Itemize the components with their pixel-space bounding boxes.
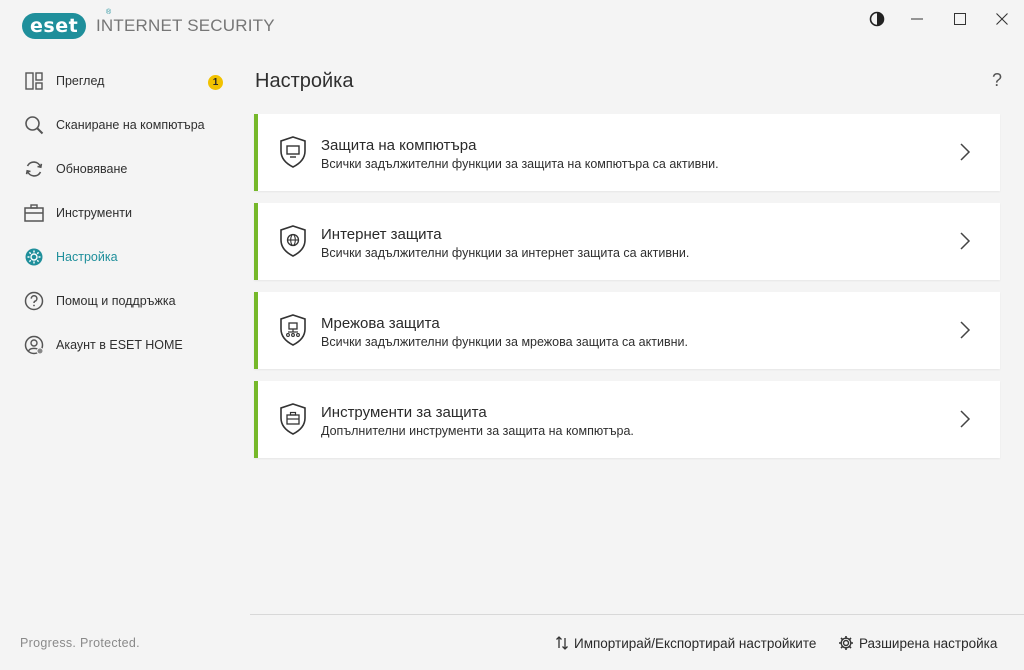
card-title: Защита на компютъра (321, 137, 477, 154)
card-internet-protection[interactable] (254, 203, 1000, 280)
sidebar-item-label: Инструменти (56, 206, 132, 220)
card-title: Инструменти за защита (321, 404, 487, 421)
eset-logo (22, 9, 112, 39)
sidebar-item-help[interactable] (0, 284, 240, 318)
sidebar-item-overview[interactable] (0, 64, 240, 98)
chevron-right-icon (958, 141, 972, 163)
advanced-setup-button[interactable] (838, 633, 997, 653)
notification-badge: 1 (208, 75, 223, 90)
sidebar-item-label: Настройка (56, 250, 118, 264)
card-title: Интернет защита (321, 226, 442, 243)
card-computer-protection[interactable] (254, 114, 1000, 191)
logo-registered-mark: ® (106, 9, 112, 16)
sidebar-item-setup[interactable] (0, 240, 240, 274)
sidebar-item-scan[interactable] (0, 108, 240, 142)
shield-globe-icon (279, 224, 307, 258)
dashboard-icon (23, 70, 45, 92)
sidebar-item-label: Преглед (56, 74, 105, 88)
import-export-label: Импортирай/Експортирай настройките (574, 635, 817, 651)
title-bar (0, 0, 1024, 52)
sidebar-item-update[interactable] (0, 152, 240, 186)
card-description: Всички задължителни функции за защита на компютъра са активни. (321, 157, 719, 171)
shield-monitor-icon (279, 135, 307, 169)
logo-badge: eset (22, 13, 86, 39)
product-name: INTERNET SECURITY (96, 16, 275, 35)
shield-network-icon (279, 313, 307, 347)
import-export-icon (555, 635, 569, 651)
gear-icon (838, 635, 854, 651)
card-description: Допълнителни инструменти за защита на компютъра. (321, 424, 634, 438)
import-export-settings-button[interactable] (555, 633, 816, 653)
search-icon (23, 114, 45, 136)
advanced-setup-label: Разширена настройка (859, 635, 998, 651)
contrast-button[interactable] (865, 9, 889, 29)
sidebar-item-label: Акаунт в ESET HOME (56, 338, 183, 352)
maximize-button[interactable] (948, 9, 972, 29)
minimize-icon (911, 13, 923, 25)
close-icon (996, 13, 1008, 25)
page-title: Настройка (255, 70, 354, 92)
help-button[interactable]: ? (991, 70, 1002, 90)
sidebar-item-label: Обновяване (56, 162, 128, 176)
sidebar-item-label: Помощ и поддръжка (56, 294, 176, 308)
toolbox-icon (23, 202, 45, 224)
contrast-icon (869, 11, 885, 27)
card-description: Всички задължителни функции за интернет защита са активни. (321, 246, 690, 260)
close-button[interactable] (990, 9, 1014, 29)
sidebar-item-label: Сканиране на компютъра (56, 118, 205, 132)
card-security-tools[interactable] (254, 381, 1000, 458)
card-description: Всички задължителни функции за мрежова защита са активни. (321, 335, 688, 349)
gear-icon (23, 246, 45, 268)
card-title: Мрежова защита (321, 315, 440, 332)
sidebar-item-account[interactable] (0, 328, 240, 362)
refresh-icon (23, 158, 45, 180)
chevron-right-icon (958, 319, 972, 341)
shield-toolbox-icon (279, 402, 307, 436)
chevron-right-icon (958, 408, 972, 430)
account-icon (23, 334, 45, 356)
sidebar-item-tools[interactable] (0, 196, 240, 230)
status-tagline: Progress. Protected. (20, 636, 140, 650)
footer-divider (250, 614, 1024, 615)
card-network-protection[interactable] (254, 292, 1000, 369)
help-icon (23, 290, 45, 312)
maximize-icon (954, 13, 966, 25)
chevron-right-icon (958, 230, 972, 252)
minimize-button[interactable] (905, 9, 929, 29)
